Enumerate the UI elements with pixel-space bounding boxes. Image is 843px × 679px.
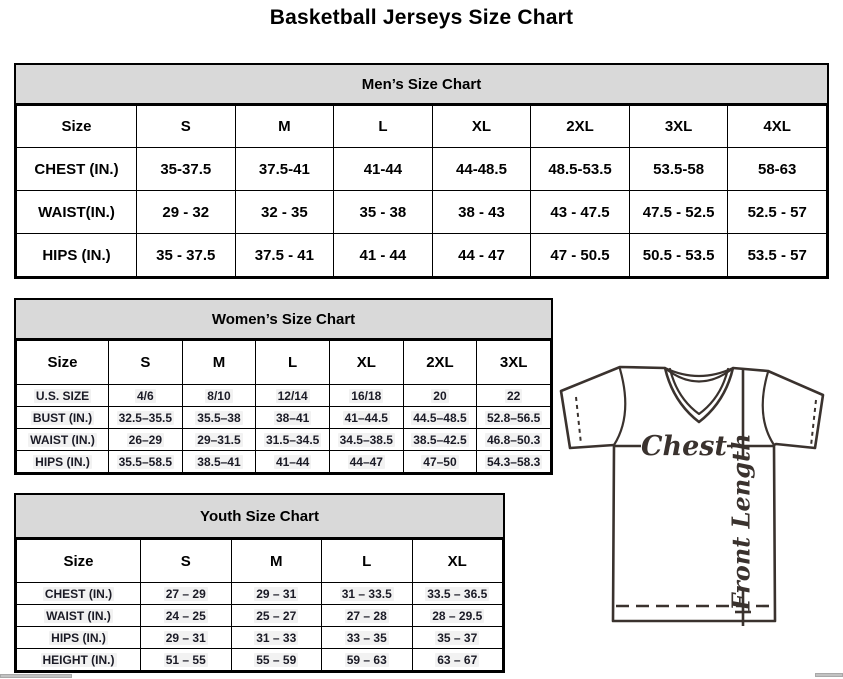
jersey-outline [561, 367, 823, 621]
size-value-cell: 33 – 35 [322, 627, 413, 649]
size-column-header: XL [432, 106, 531, 148]
size-value-cell: 25 – 27 [231, 605, 322, 627]
size-value-cell: 24 – 25 [141, 605, 232, 627]
size-column-header: XL [329, 341, 403, 385]
size-value-cell: 38–41 [256, 407, 330, 429]
size-header-row [17, 341, 551, 385]
size-column-header: M [182, 341, 256, 385]
size-value-cell: 26–29 [109, 429, 183, 451]
measurement-row [17, 148, 827, 191]
size-value-cell: 55 – 59 [231, 649, 322, 671]
size-value-cell: 44.5–48.5 [403, 407, 477, 429]
size-column-header: S [109, 341, 183, 385]
size-value-cell: 41 - 44 [334, 234, 433, 277]
size-column-header: L [334, 106, 433, 148]
size-value-cell: 16/18 [329, 385, 403, 407]
size-value-cell: 37.5 - 41 [235, 234, 334, 277]
size-column-header: 3XL [629, 106, 728, 148]
size-value-cell: 29–31.5 [182, 429, 256, 451]
page-title: Basketball Jerseys Size Chart [269, 6, 574, 29]
measurement-row [17, 649, 503, 671]
youth-size-chart [14, 493, 505, 673]
measurement-row-label: CHEST (IN.) [17, 148, 137, 191]
size-value-cell: 8/10 [182, 385, 256, 407]
size-value-cell: 34.5–38.5 [329, 429, 403, 451]
measurement-row-label: U.S. SIZE [17, 385, 109, 407]
size-value-cell: 53.5 - 57 [728, 234, 827, 277]
size-value-cell: 44 - 47 [432, 234, 531, 277]
size-value-cell: 35 – 37 [412, 627, 503, 649]
measurement-row [17, 451, 551, 473]
size-column-header: XL [412, 540, 503, 583]
measurement-row-label: WAIST(IN.) [17, 191, 137, 234]
size-value-cell: 35-37.5 [137, 148, 236, 191]
size-column-header: 3XL [477, 341, 551, 385]
size-value-cell: 41–44 [256, 451, 330, 473]
size-value-cell: 22 [477, 385, 551, 407]
size-value-cell: 47.5 - 52.5 [629, 191, 728, 234]
size-column-header: M [235, 106, 334, 148]
measurement-row-label: HIPS (IN.) [17, 234, 137, 277]
size-value-cell: 4/6 [109, 385, 183, 407]
mens-size-chart [14, 63, 829, 279]
size-value-cell: 50.5 - 53.5 [629, 234, 728, 277]
measurement-row-label: WAIST (IN.) [17, 605, 141, 627]
size-value-cell: 35.5–58.5 [109, 451, 183, 473]
size-value-cell: 31 – 33 [231, 627, 322, 649]
youth-size-table [16, 539, 503, 671]
size-value-cell: 44-48.5 [432, 148, 531, 191]
size-label-header: Size [17, 341, 109, 385]
size-value-cell: 41-44 [334, 148, 433, 191]
measurement-row-label: BUST (IN.) [17, 407, 109, 429]
measurement-row [17, 605, 503, 627]
size-value-cell: 27 – 29 [141, 583, 232, 605]
measurement-row-label: HIPS (IN.) [17, 627, 141, 649]
chest-label: Chest [641, 431, 727, 462]
mens-size-chart-title: Men’s Size Chart [16, 65, 827, 105]
measurement-row [17, 191, 827, 234]
measurement-row-label: HEIGHT (IN.) [17, 649, 141, 671]
size-column-header: 4XL [728, 106, 827, 148]
size-column-header: M [231, 540, 322, 583]
measurement-row [17, 385, 551, 407]
size-value-cell: 29 – 31 [231, 583, 322, 605]
mens-size-table [16, 105, 827, 277]
size-column-header: 2XL [531, 106, 630, 148]
size-column-header: L [256, 341, 330, 385]
measurement-row [17, 407, 551, 429]
size-value-cell: 35 - 38 [334, 191, 433, 234]
size-value-cell: 38 - 43 [432, 191, 531, 234]
size-value-cell: 47 - 50.5 [531, 234, 630, 277]
size-value-cell: 29 - 32 [137, 191, 236, 234]
scrollbar-fragment-right[interactable] [815, 673, 843, 677]
size-value-cell: 63 – 67 [412, 649, 503, 671]
womens-size-chart-title: Women’s Size Chart [16, 300, 551, 340]
size-column-header: 2XL [403, 341, 477, 385]
size-value-cell: 12/14 [256, 385, 330, 407]
size-value-cell: 53.5-58 [629, 148, 728, 191]
size-value-cell: 43 - 47.5 [531, 191, 630, 234]
size-value-cell: 32 - 35 [235, 191, 334, 234]
size-value-cell: 54.3–58.3 [477, 451, 551, 473]
measurement-row-label: HIPS (IN.) [17, 451, 109, 473]
womens-size-chart [14, 298, 553, 475]
size-value-cell: 58-63 [728, 148, 827, 191]
size-value-cell: 51 – 55 [141, 649, 232, 671]
size-label-header: Size [17, 106, 137, 148]
size-value-cell: 38.5–41 [182, 451, 256, 473]
size-value-cell: 33.5 – 36.5 [412, 583, 503, 605]
size-value-cell: 35 - 37.5 [137, 234, 236, 277]
measurement-row [17, 583, 503, 605]
size-value-cell: 41–44.5 [329, 407, 403, 429]
size-value-cell: 48.5-53.5 [531, 148, 630, 191]
front-length-label: Front Length [726, 433, 756, 611]
size-value-cell: 52.5 - 57 [728, 191, 827, 234]
size-value-cell: 31 – 33.5 [322, 583, 413, 605]
size-value-cell: 52.8–56.5 [477, 407, 551, 429]
size-value-cell: 31.5–34.5 [256, 429, 330, 451]
jersey-measurement-diagram [553, 360, 843, 640]
measurement-row-label: CHEST (IN.) [17, 583, 141, 605]
size-header-row [17, 540, 503, 583]
size-value-cell: 38.5–42.5 [403, 429, 477, 451]
measurement-row [17, 429, 551, 451]
measurement-row [17, 627, 503, 649]
size-value-cell: 35.5–38 [182, 407, 256, 429]
size-value-cell: 47–50 [403, 451, 477, 473]
youth-size-chart-title: Youth Size Chart [16, 495, 503, 539]
size-column-header: L [322, 540, 413, 583]
measurement-row [17, 234, 827, 277]
size-header-row [17, 106, 827, 148]
size-column-header: S [141, 540, 232, 583]
womens-size-table [16, 340, 551, 473]
measurement-row-label: WAIST (IN.) [17, 429, 109, 451]
size-value-cell: 20 [403, 385, 477, 407]
size-label-header: Size [17, 540, 141, 583]
size-value-cell: 44–47 [329, 451, 403, 473]
size-value-cell: 32.5–35.5 [109, 407, 183, 429]
size-value-cell: 27 – 28 [322, 605, 413, 627]
size-value-cell: 59 – 63 [322, 649, 413, 671]
size-value-cell: 29 – 31 [141, 627, 232, 649]
jersey-diagram-svg [553, 360, 843, 640]
size-value-cell: 28 – 29.5 [412, 605, 503, 627]
size-value-cell: 46.8–50.3 [477, 429, 551, 451]
size-column-header: S [137, 106, 236, 148]
scrollbar-fragment-left[interactable] [0, 674, 72, 678]
size-value-cell: 37.5-41 [235, 148, 334, 191]
